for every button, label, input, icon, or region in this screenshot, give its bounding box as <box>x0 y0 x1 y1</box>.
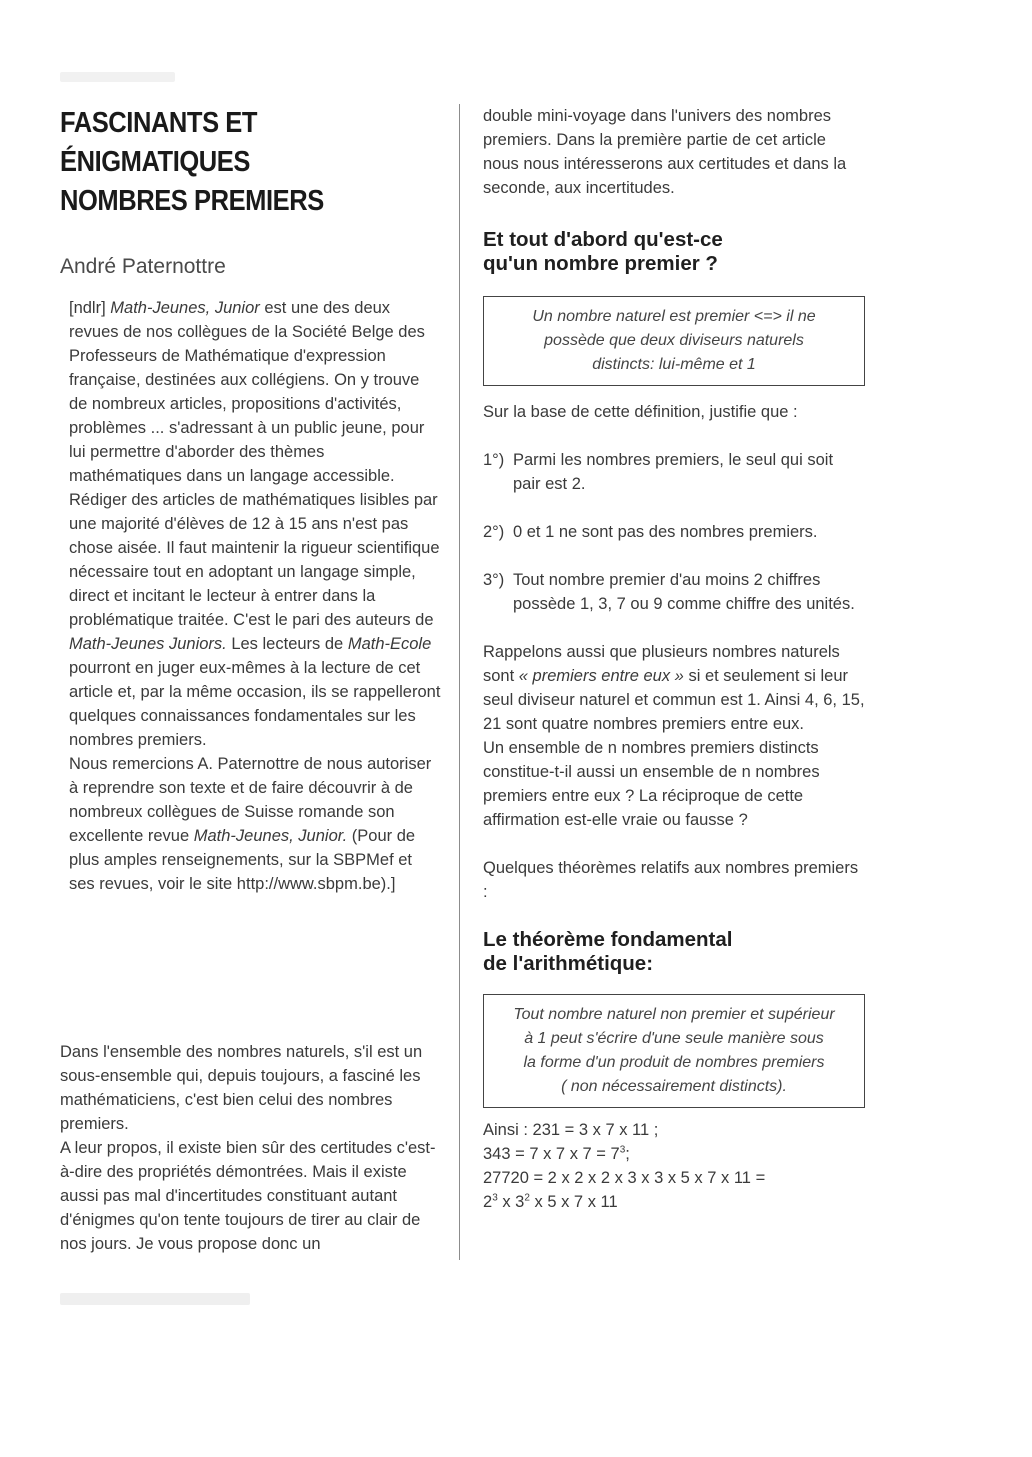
column-divider <box>459 104 460 1260</box>
heading-line: qu'un nombre premier ? <box>483 252 718 275</box>
text: x 3 <box>497 1193 525 1211</box>
text: si et seulement si leur seul diviseur naturel et commun est 1. Ainsi 4, 6, 15, 21 sont quatre nombres premiers entre eux. <box>483 667 865 733</box>
list-item <box>483 448 865 496</box>
editor-note-p2 <box>69 488 441 752</box>
list-item <box>483 520 865 544</box>
justify-prompt: Sur la base de cette définition, justifie que : <box>483 403 798 421</box>
list-item <box>483 568 865 616</box>
text: 343 = 7 x 7 x 7 = 7 <box>483 1145 620 1163</box>
text: pourront en juger eux-mêmes à la lecture de cet article et, par la même occasion, ils se rappelleront quelques connaissances fondamentales sur les nombres premiers. <box>69 659 441 749</box>
examples <box>483 1118 865 1214</box>
box-line: la forme d'un produit de nombres premiers <box>523 1054 825 1071</box>
box-line: distincts: lui-même et 1 <box>592 356 756 373</box>
heading-theorem <box>483 928 865 976</box>
text: Rappelons aussi que plusieurs nombres naturels sont <box>483 643 840 685</box>
box-line: Un nombre naturel est premier <=> il ne <box>532 308 816 325</box>
text: ; <box>625 1145 630 1163</box>
text: est une des deux revues de nos collègues de la Société Belge des Professeurs de Mathématique d'expression française, destinées aux collégiens. On y trouve de nombreux articles, propositions d'activités, problèmes ... s'adressant à un public jeune, pour lui permettre d'aborder des thèmes mathématiques dans un langage accessible. <box>69 299 425 485</box>
text: 2 <box>483 1193 493 1211</box>
heading-line: de l'arithmétique: <box>483 952 654 975</box>
box-line: possède que deux diviseurs naturels <box>544 332 804 349</box>
text: [ndlr] <box>69 299 111 317</box>
faint-header-mark <box>60 72 175 82</box>
intro <box>60 1040 440 1256</box>
editor-note-p1 <box>69 296 441 488</box>
right-column <box>483 104 865 1214</box>
journal-name: Math-Jeunes, Junior <box>110 299 260 317</box>
item-number: 1°) <box>483 451 505 469</box>
box-line: à 1 peut s'écrire d'une seule manière sous <box>524 1030 824 1047</box>
theorems-intro: Quelques théorèmes relatifs aux nombres premiers : <box>483 859 859 901</box>
question-paragraph: Un ensemble de n nombres premiers distincts constitue-t-il aussi un ensemble de n nombres premiers entre eux ? La réciproque de cette affirmation est-elle vraie ou fausse ? <box>483 739 820 829</box>
editor-note <box>69 296 441 896</box>
emphasis: « premiers entre eux » <box>518 667 684 685</box>
faint-footer-mark <box>60 1293 250 1305</box>
example-line: 27720 = 2 x 2 x 2 x 3 x 3 x 5 x 7 x 11 = <box>483 1169 766 1187</box>
heading-definition <box>483 228 865 276</box>
left-column <box>60 104 441 1253</box>
item-text: 0 et 1 ne sont pas des nombres premiers. <box>513 523 818 541</box>
author-name: André Paternottre <box>60 255 226 278</box>
intro-p2: A leur propos, il existe bien sûr des certitudes c'est-à-dire des propriétés démontrées. Mais il existe aussi pas mal d'incertitudes constituant autant d'énigmes qu'on tente toujours de tirer au clair de nos jours. Je vous propose donc un <box>60 1139 436 1253</box>
example-line <box>483 1142 865 1166</box>
exponent: 2 <box>524 1192 530 1204</box>
journal-name: Math-Jeunes Juniors. <box>69 635 227 653</box>
journal-name: Math-Ecole <box>347 635 432 653</box>
definition-box <box>483 296 865 386</box>
recall-paragraph <box>483 640 865 736</box>
continuation-paragraph: double mini-voyage dans l'univers des nombres premiers. Dans la première partie de cet article nous nous intéresserons aux certitudes et dans la seconde, aux incertitudes. <box>483 107 847 197</box>
intro-p1: Dans l'ensemble des nombres naturels, s'il est un sous-ensemble qui, depuis toujours, a fasciné les mathématiciens, c'est bien celui des nombres premiers. <box>60 1043 423 1133</box>
editor-note-p3 <box>69 752 441 896</box>
article-title <box>60 104 438 221</box>
example-line <box>483 1190 865 1214</box>
text: (Pour de plus amples renseignements, sur la SBPMef et ses revues, voir le site http://www.sbpm.be).] <box>69 827 416 893</box>
exponent: 3 <box>492 1192 498 1204</box>
heading-line: Le théorème fondamental <box>483 928 733 951</box>
text: Les lecteurs de <box>226 635 348 653</box>
example-line: Ainsi : 231 = 3 x 7 x 11 ; <box>483 1121 659 1139</box>
journal-name: Math-Jeunes, Junior. <box>193 827 348 845</box>
item-text: Parmi les nombres premiers, le seul qui soit pair est 2. <box>513 451 834 493</box>
box-line: Tout nombre naturel non premier et supérieur <box>513 1006 835 1023</box>
text: Nous remercions A. Paternottre de nous autoriser à reprendre son texte et de faire découvrir à de nombreux collègues de Suisse romande son excellente revue <box>69 755 432 845</box>
item-number: 2°) <box>483 523 505 541</box>
box-line: ( non nécessairement distincts). <box>561 1078 787 1095</box>
item-text: Tout nombre premier d'au moins 2 chiffres possède 1, 3, 7 ou 9 comme chiffre des unités. <box>513 571 855 613</box>
text: x 5 x 7 x 11 <box>529 1193 618 1211</box>
theorem-box <box>483 994 865 1108</box>
exponent: 3 <box>619 1144 626 1156</box>
title-line-1: FASCINANTS ET ÉNIGMATIQUES <box>60 107 258 178</box>
item-number: 3°) <box>483 571 505 589</box>
title-line-2: NOMBRES PREMIERS <box>60 185 324 217</box>
heading-line: Et tout d'abord qu'est-ce <box>483 228 723 251</box>
text: Rédiger des articles de mathématiques lisibles par une majorité d'élèves de 12 à 15 ans n'est pas chose aisée. Il faut maintenir la rigueur scientifique nécessaire tout en adoptant un langage simple, direct et incitant le lecteur à entrer dans la problématique traitée. C'est le pari des auteurs de <box>69 491 440 629</box>
